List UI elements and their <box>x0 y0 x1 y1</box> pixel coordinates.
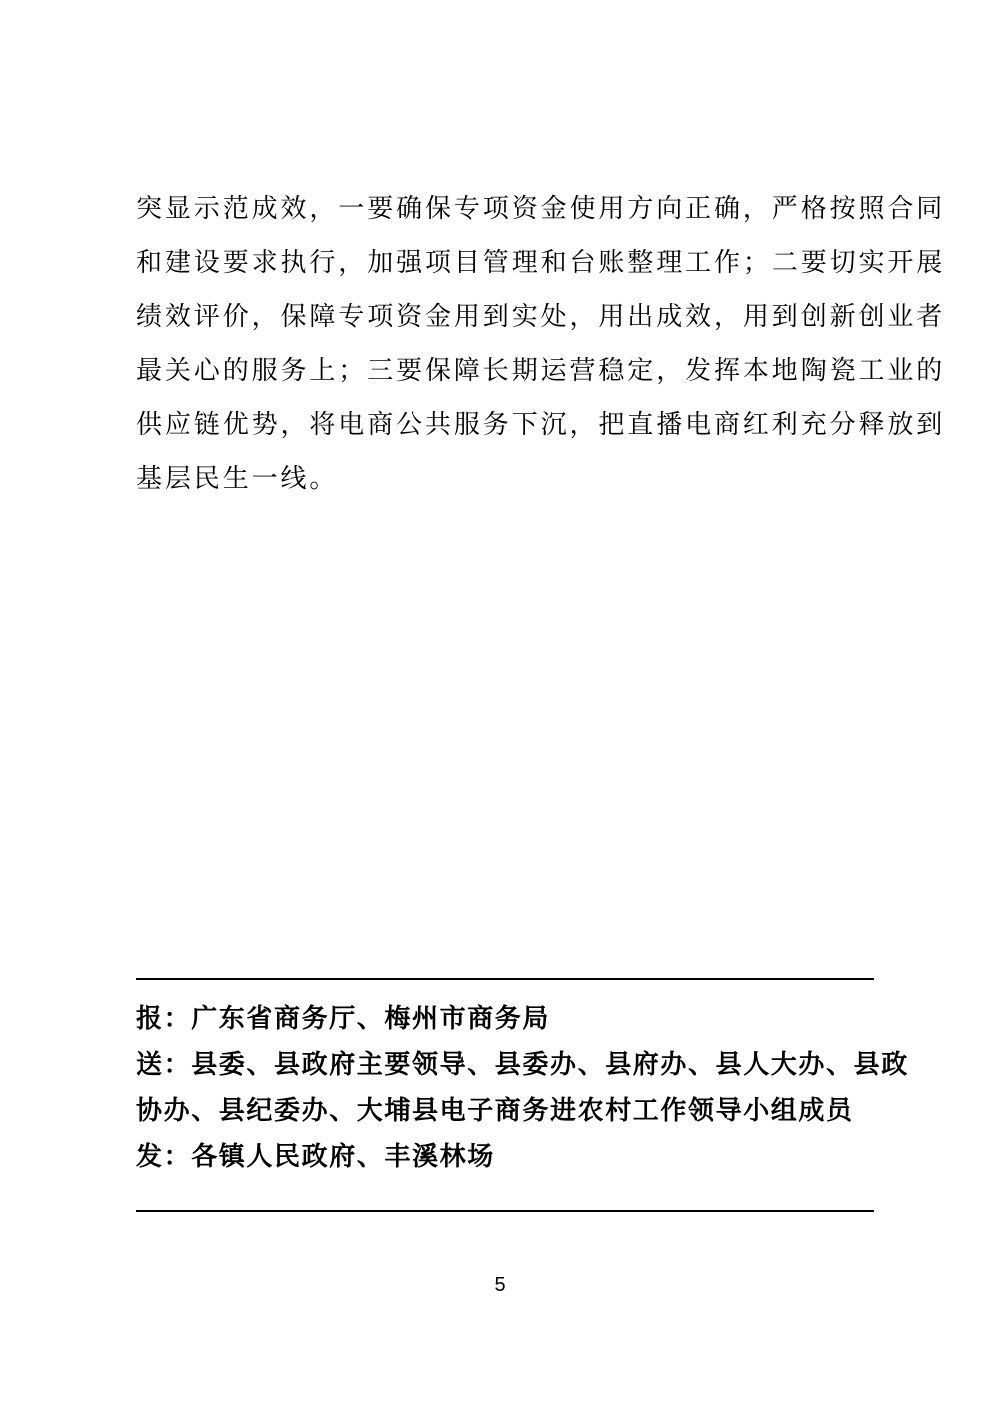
issue-to-line: 发：各镇人民政府、丰溪林场 <box>136 1142 495 1172</box>
page-number: 5 <box>494 1274 506 1296</box>
body-line-4: 最关心的服务上；三要保障长期运营稳定，发挥本地陶瓷工业的 <box>136 356 946 386</box>
body-line-1: 突显示范成效，一要确保专项资金使用方向正确，严格按照合同 <box>136 194 946 224</box>
body-line-3: 绩效评价，保障专项资金用到实处，用出成效，用到创新创业者 <box>136 302 946 332</box>
bottom-divider <box>136 1210 874 1212</box>
body-line-2: 和建设要求执行，加强项目管理和台账整理工作；二要切实开展 <box>136 248 946 278</box>
body-line-5: 供应链优势，将电商公共服务下沉，把直播电商红利充分释放到 <box>136 410 946 440</box>
top-divider <box>136 978 874 980</box>
body-line-6: 基层民生一线。 <box>136 464 339 494</box>
distribution-list <box>136 996 909 1180</box>
body-paragraph <box>136 182 946 506</box>
send-to-line-continued: 协办、县纪委办、大埔县电子商务进农村工作领导小组成员 <box>136 1096 854 1126</box>
send-to-line: 送：县委、县政府主要领导、县委办、县府办、县人大办、县政 <box>136 1050 909 1080</box>
report-to-line: 报：广东省商务厅、梅州市商务局 <box>136 1004 551 1034</box>
